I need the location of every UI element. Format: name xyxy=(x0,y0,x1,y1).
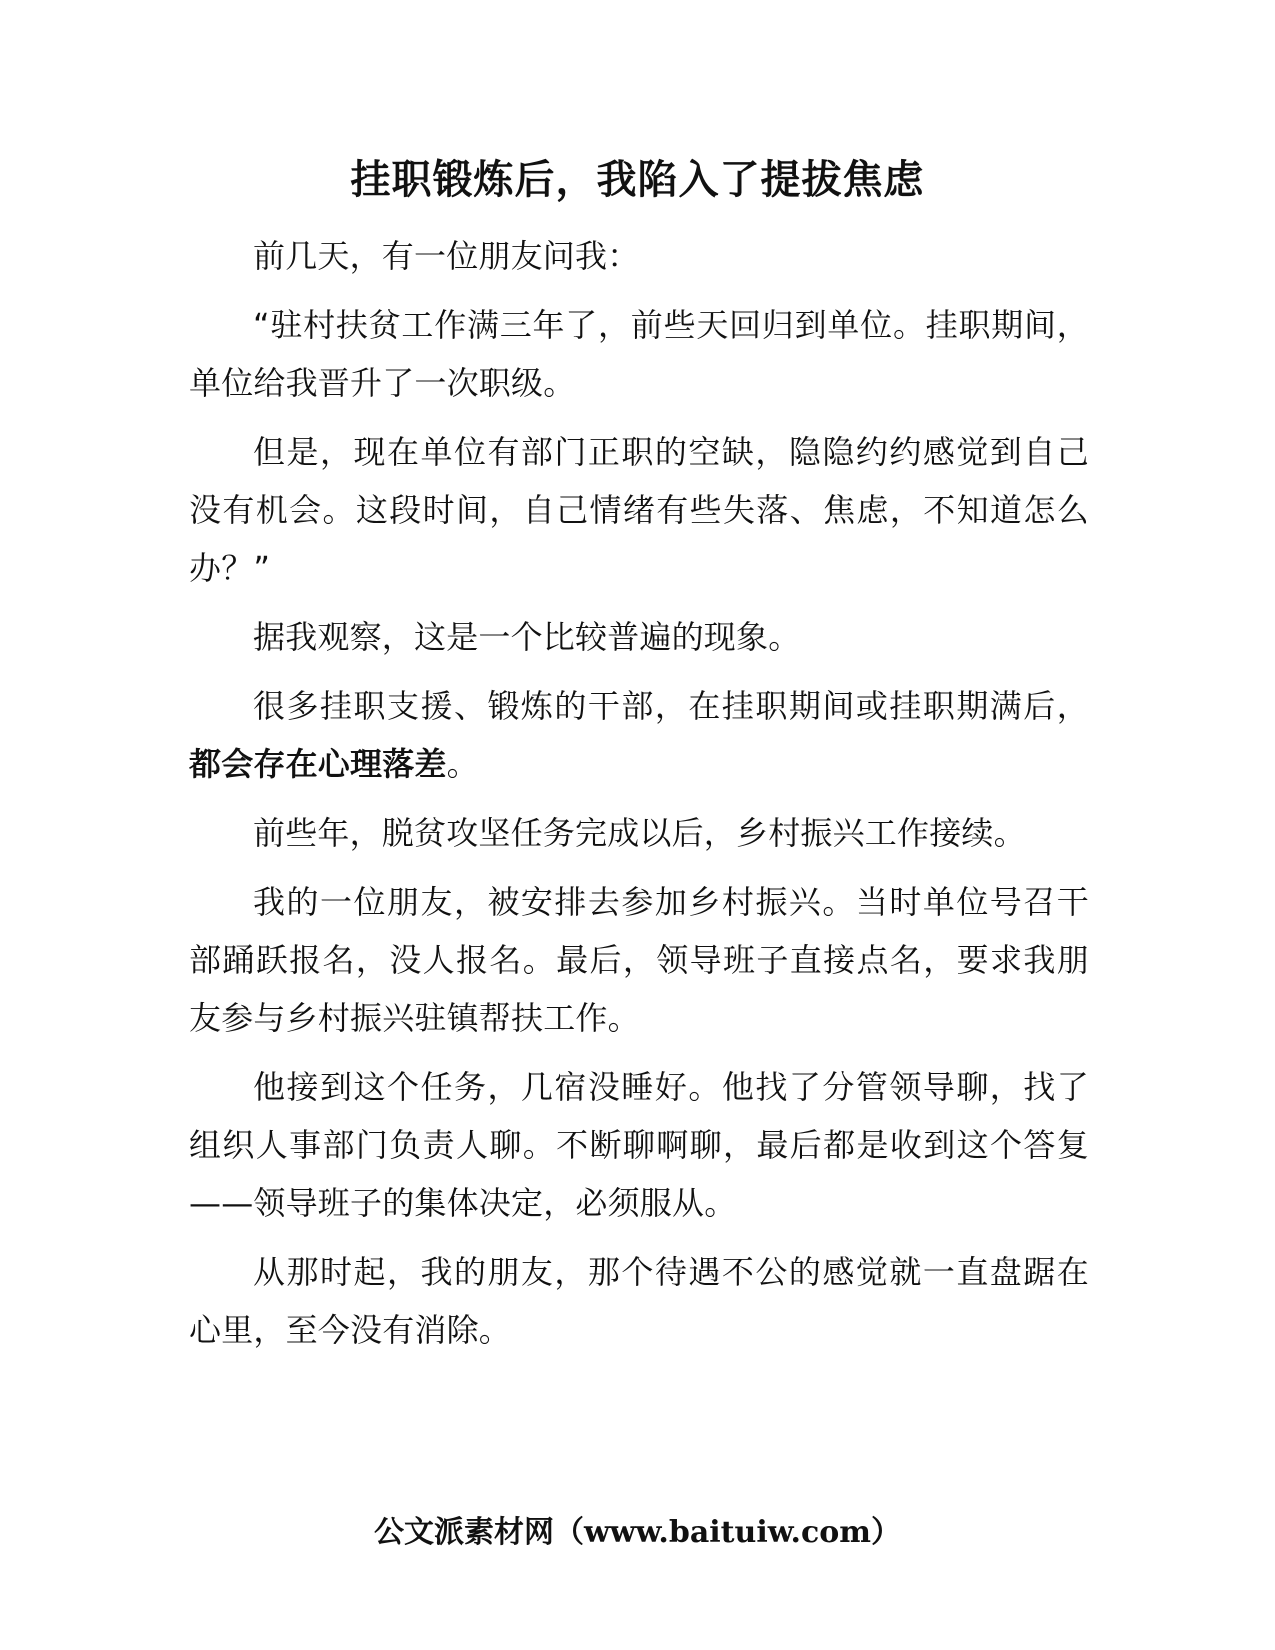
paragraph-8: 他接到这个任务，几宿没睡好。他找了分管领导聊，找了组织人事部门负责人聊。不断聊啊聊，最后都是收到这个答复——领导班子的集体决定，必须服从。 xyxy=(189,1068,1089,1222)
paragraph-2: “驻村扶贫工作满三年了，前些天回归到单位。挂职期间，单位给我晋升了一次职级。 xyxy=(189,306,1089,402)
paragraph-5-end: 。 xyxy=(446,745,479,783)
paragraph-9: 从那时起，我的朋友，那个待遇不公的感觉就一直盘踞在心里，至今没有消除。 xyxy=(189,1253,1089,1349)
paragraph-3: 但是，现在单位有部门正职的空缺，隐隐约约感觉到自己没有机会。这段时间，自己情绪有些失落、焦虑，不知道怎么办？” xyxy=(189,433,1089,587)
paragraph-5 xyxy=(189,677,1089,793)
document-title: 挂职锻炼后，我陷入了提拔焦虑 xyxy=(350,157,925,203)
paragraph-4: 据我观察，这是一个比较普遍的现象。 xyxy=(253,618,801,656)
page-footer: 公文派素材网（www.baituiw.com） xyxy=(373,1515,902,1550)
paragraph-7: 我的一位朋友，被安排去参加乡村振兴。当时单位号召干部踊跃报名，没人报名。最后，领导班子直接点名，要求我朋友参与乡村振兴驻镇帮扶工作。 xyxy=(189,883,1089,1037)
paragraph-1: 前几天，有一位朋友问我： xyxy=(253,237,640,275)
paragraph-5-emphasis: 都会存在心理落差 xyxy=(189,745,447,783)
paragraph-5-lead: 很多挂职支援、锻炼的干部，在挂职期间或挂职期满后， xyxy=(253,687,1089,725)
paragraph-6: 前些年，脱贫攻坚任务完成以后，乡村振兴工作接续。 xyxy=(253,814,1026,852)
document-body xyxy=(189,227,1089,1370)
